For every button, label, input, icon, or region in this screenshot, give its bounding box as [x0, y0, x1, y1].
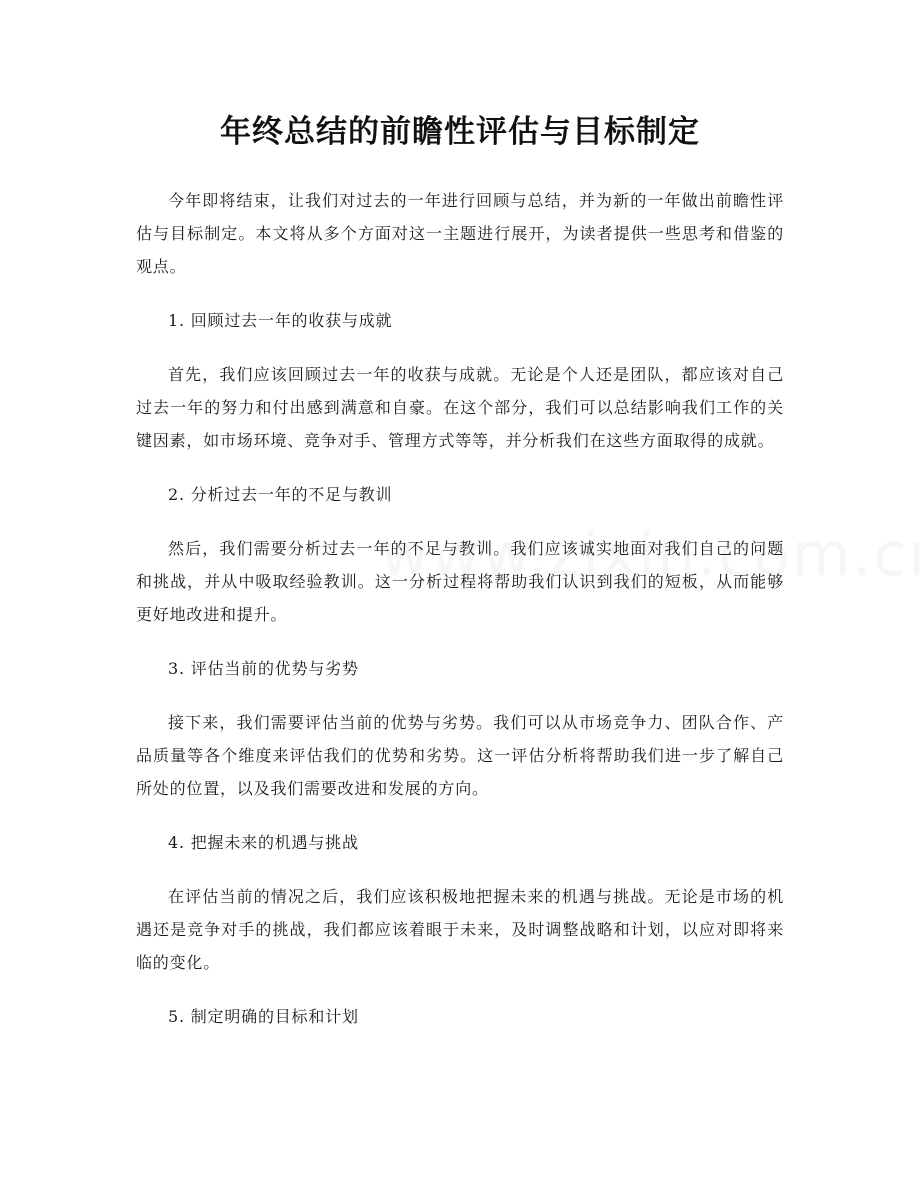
section-heading-4: 4. 把握未来的机遇与挑战 [168, 833, 359, 852]
document-title: 年终总结的前瞻性评估与目标制定 [220, 114, 700, 150]
section-body-1: 首先，我们应该回顾过去一年的收获与成就。无论是个人还是团队，都应该对自己过去一年的努力和付出感到满意和自豪。在这个部分，我们可以总结影响我们工作的关键因素，如市场环境、竞争对手、管理方式等等，并分析我们在这些方面取得的成就。 [136, 365, 784, 450]
section-body-2: 然后，我们需要分析过去一年的不足与教训。我们应该诚实地面对我们自己的问题和挑战，并从中吸取经验教训。这一分析过程将帮助我们认识到我们的短板，从而能够更好地改进和提升。 [136, 539, 784, 624]
document-body [136, 184, 784, 1054]
section-heading-3: 3. 评估当前的优势与劣势 [168, 659, 359, 678]
section-body-3: 接下来，我们需要评估当前的优势与劣势。我们可以从市场竞争力、团队合作、产品质量等各个维度来评估我们的优势和劣势。这一评估分析将帮助我们进一步了解自己所处的位置，以及我们需要改进和发展的方向。 [136, 713, 784, 798]
section-heading-1: 1. 回顾过去一年的收获与成就 [168, 311, 393, 330]
intro-paragraph: 今年即将结束，让我们对过去的一年进行回顾与总结，并为新的一年做出前瞻性评估与目标制定。本文将从多个方面对这一主题进行展开，为读者提供一些思考和借鉴的观点。 [136, 191, 784, 276]
section-heading-5: 5. 制定明确的目标和计划 [168, 1007, 359, 1026]
section-heading-2: 2. 分析过去一年的不足与教训 [168, 485, 393, 504]
section-body-4: 在评估当前的情况之后，我们应该积极地把握未来的机遇与挑战。无论是市场的机遇还是竞争对手的挑战，我们都应该着眼于未来，及时调整战略和计划，以应对即将来临的变化。 [136, 887, 784, 972]
